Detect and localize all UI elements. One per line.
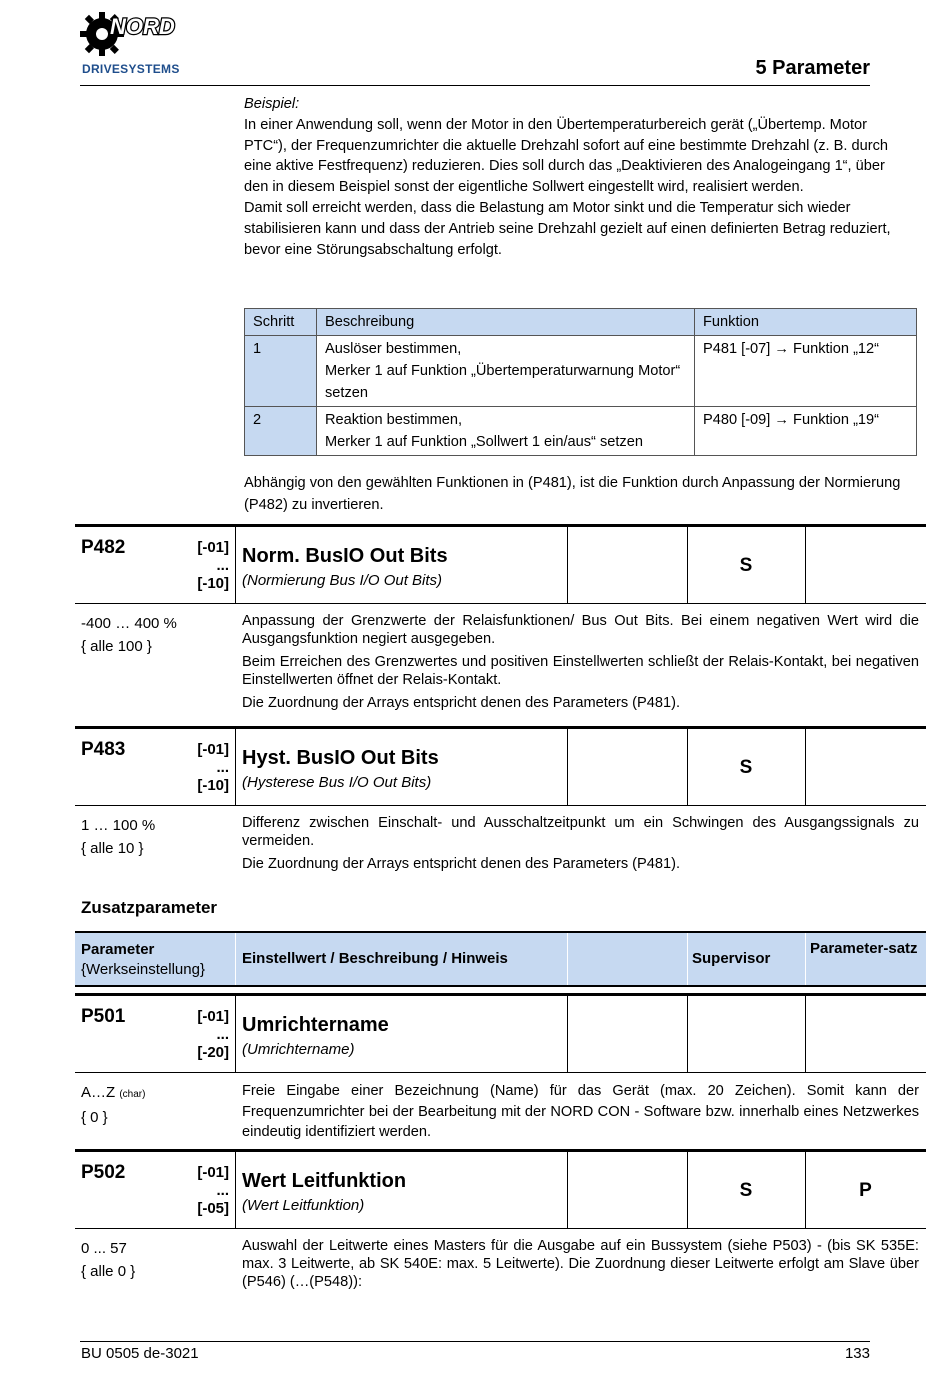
col-header-function: Funktion [695,309,917,336]
param-subtitle: (Umrichtername) [242,1041,355,1058]
param-range [81,1237,135,1283]
range-value: 0 ... 57 [81,1240,127,1257]
chapter-title: 5 Parameter [755,57,870,79]
array-start: [-01] [197,539,229,556]
example-label: Beispiel: [244,96,300,112]
array-end: [-20] [197,1044,229,1061]
step-description-line: Auslöser bestimmen, [325,341,462,357]
col-parameter [81,940,205,980]
step-description [317,407,695,456]
param-block-p483 [75,726,926,872]
table-row [245,407,917,456]
param-id: P482 [81,537,126,558]
range-value: -400 … 400 % [81,615,177,632]
example-paragraph-1: In einer Anwendung soll, wenn der Motor in den Übertemperaturbereich gerät („Übertemp. Motor PTC“), der Frequenzumrichter die aktuelle Drehzahl sofort auf eine bestimmte Drehzahl (z. B. durch eine aktive Festfrequenz) reduzieren. Dies soll durch das „Deaktivieren des Analogeingang 1“, über den in diesem Beispiel sonst der eigentliche Sollwert eingestellt wird, realisiert werden. [244,116,889,196]
param-block-p501 [75,993,926,1140]
array-end: [-10] [197,777,229,794]
col-header-description: Beschreibung [317,309,695,336]
step-number: 1 [245,336,317,407]
param-supervisor: S [739,757,753,778]
step-number: 2 [245,407,317,456]
table-header-row [245,309,917,336]
array-dots: ... [216,759,229,776]
param-array-range [195,1164,229,1218]
default-value: { 0 } [81,1109,108,1126]
default-value: { alle 100 } [81,638,152,655]
col-header-step: Schritt [245,309,317,336]
param-set: P [859,1180,872,1201]
param-range [81,1081,145,1129]
step-description [317,336,695,407]
step-description-line: Merker 1 auf Funktion „Übertemperaturwarnung Motor“ setzen [325,363,681,401]
param-array-range [195,741,229,795]
col-description: Einstellwert / Beschreibung / Hinweis [242,950,508,967]
steps-table [244,308,917,456]
param-array-range [195,1008,229,1062]
range-unit: (char) [119,1089,146,1100]
param-id: P502 [81,1162,126,1183]
range-value: 1 … 100 % [81,817,156,834]
param-subtitle: (Normierung Bus I/O Out Bits) [242,572,443,589]
array-dots: ... [216,1182,229,1199]
param-block-p502 [75,1149,926,1290]
param-supervisor: S [739,1180,753,1201]
header-divider [80,85,870,86]
param-description [242,612,919,717]
param-description [242,814,919,878]
param-range [81,814,155,860]
param-range [81,612,177,658]
param-id: P483 [81,739,126,760]
array-start: [-01] [197,1008,229,1025]
array-start: [-01] [197,1164,229,1181]
col-default-label: {Werkseinstellung} [81,961,205,978]
logo-text: NORD [110,14,175,39]
description-paragraph: Anpassung der Grenzwerte der Relaisfunktionen/ Bus Out Bits. Bei einem negativen Wert wird die Ausgangsfunktion negiert ausgegeben. [242,613,919,647]
footer-divider [80,1341,870,1342]
range-text: A…Z [81,1084,116,1101]
array-end: [-05] [197,1200,229,1217]
param-title: Norm. BusIO Out Bits [242,545,448,567]
description-paragraph: Auswahl der Leitwerte eines Masters für die Ausgabe auf ein Bussystem (siehe P503) - (bis SK 535E: max. 3 Leitwerte, ab SK 540E: max. 5 Leitwerte). Die Zuordnung dieser Leitwerte erfolgt am Slave über (P546) (…(P548)): [242,1238,919,1290]
range-value [81,1081,145,1106]
col-paramset: Parameter-satz [810,940,918,957]
col-supervisor: Supervisor [692,950,771,967]
default-value: { alle 10 } [81,840,144,857]
param-description [242,1237,919,1296]
array-start: [-01] [197,741,229,758]
param-id: P501 [81,1006,126,1027]
description-paragraph: Freie Eingabe einer Bezeichnung (Name) für das Gerät (max. 20 Zeichen). Somit kann der Frequenzumrichter bei der Bearbeitung mit der NORD CON - Software bzw. innerhalb eines Netzwerkes eindeutig identifiziert werden. [242,1083,919,1140]
param-block-p482 [75,524,926,711]
param-header [75,993,926,1073]
description-paragraph: Die Zuordnung der Arrays entspricht denen des Parameters (P481). [242,695,681,711]
param-title: Hyst. BusIO Out Bits [242,747,439,769]
page-number: 133 [844,1345,870,1362]
description-paragraph: Die Zuordnung der Arrays entspricht denen des Parameters (P481). [242,856,681,872]
document-number: BU 0505 de-3021 [81,1345,199,1362]
array-dots: ... [216,557,229,574]
param-supervisor: S [739,555,753,576]
description-paragraph: Beim Erreichen des Grenzwertes und positiven Einstellwerten schließt der Relais-Kontakt, bei negativen Einstellwerten öffnet der Relais-Kontakt. [242,654,919,688]
param-subtitle: (Hysterese Bus I/O Out Bits) [242,774,432,791]
array-end: [-10] [197,575,229,592]
table-row [245,336,917,407]
param-title: Wert Leitfunktion [242,1170,407,1192]
param-description [242,1081,919,1148]
param-subtitle: (Wert Leitfunktion) [242,1197,365,1214]
param-array-range [195,539,229,593]
col-parameter-label: Parameter [81,941,155,958]
section-title: Zusatzparameter [81,898,218,917]
column-header-bar [75,931,926,987]
example-paragraph-2: Damit soll erreicht werden, dass die Belastung am Motor sinkt und die Temperatur sich wieder stabilisieren kann und dass der Antrieb seine Drehzahl gezielt auf einen definierten Betrag reduziert, bevor eine Störungsabschaltung erfolgt. [244,199,891,258]
param-header [75,524,926,604]
step-function: P480 [-09] → Funktion „19“ [695,407,917,456]
param-header [75,726,926,806]
description-paragraph: Differenz zwischen Einschalt- und Ausschaltzeitpunkt um ein Schwingen des Ausgangssignals zu vermeiden. [242,815,919,849]
step-description-line: Reaktion bestimmen, [325,412,463,428]
param-header [75,1149,926,1229]
array-dots: ... [216,1026,229,1043]
step-description-line: Merker 1 auf Funktion „Sollwert 1 ein/aus“ setzen [325,434,643,450]
param-title: Umrichtername [242,1014,389,1036]
inversion-note: Abhängig von den gewählten Funktionen in (P481), ist die Funktion durch Anpassung der Normierung (P482) zu invertieren. [244,475,901,513]
example-text [244,94,904,260]
default-value: { alle 0 } [81,1263,136,1280]
step-function: P481 [-07] → Funktion „12“ [695,336,917,407]
logo-subtitle: DRIVESYSTEMS [82,62,180,76]
